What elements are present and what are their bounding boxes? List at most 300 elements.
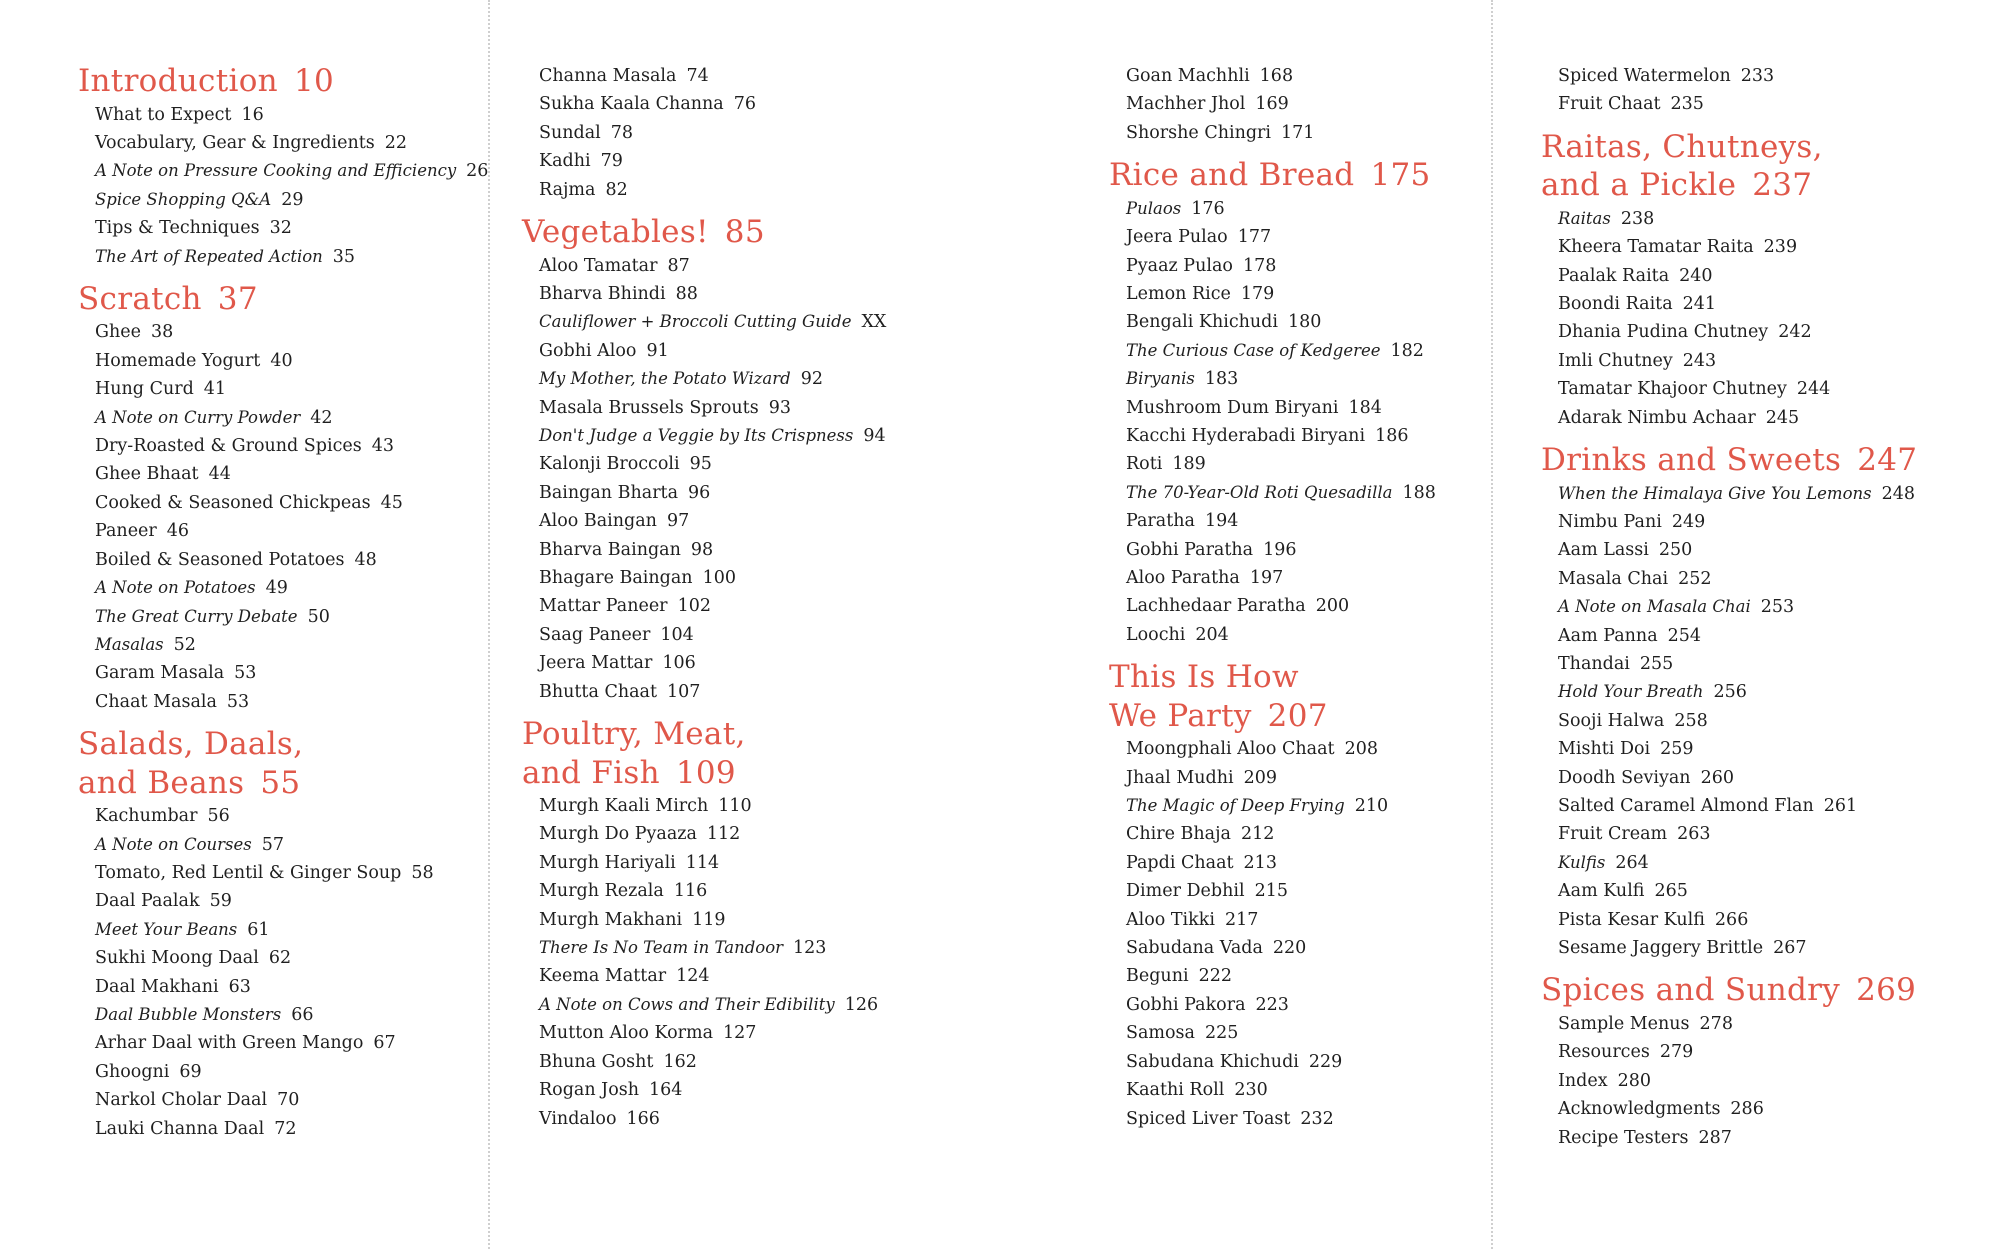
section-heading	[522, 213, 886, 252]
entry-page-number: 119	[692, 909, 726, 930]
section-title: and Fish	[522, 754, 660, 791]
entry-page-number: 267	[1773, 938, 1807, 959]
section-title: Poultry, Meat,	[522, 716, 746, 753]
entry-title: Gobhi Pakora	[1126, 994, 1246, 1015]
entry-page-number: 69	[179, 1061, 202, 1082]
toc-entry	[1126, 394, 1436, 422]
entry-page-number: 87	[667, 255, 690, 276]
entry-title: Papdi Chaat	[1126, 852, 1234, 873]
entry-title: A Note on Cows and Their Edibility	[539, 994, 835, 1014]
toc-entry	[539, 507, 886, 535]
entry-title: Dhania Pudina Chutney	[1558, 322, 1769, 343]
entry-page-number: 253	[1760, 597, 1795, 618]
entry-title: Bengali Khichudi	[1126, 312, 1278, 333]
toc-entry	[1126, 621, 1436, 649]
toc-entry	[95, 1086, 488, 1114]
entry-page-number: 48	[354, 549, 377, 570]
entry-page-number: 56	[207, 806, 230, 827]
toc-entry	[539, 906, 886, 934]
toc-entry	[1126, 735, 1436, 763]
entry-list	[1541, 205, 1917, 432]
section-title: and a Pickle	[1541, 167, 1737, 204]
entry-page-number: 91	[646, 340, 669, 361]
entry-page-number: 50	[307, 606, 330, 627]
entry-title: When the Himalaya Give You Lemons	[1558, 483, 1872, 503]
section-heading-line	[1109, 156, 1436, 195]
toc-entry	[1558, 233, 1917, 261]
toc-section	[78, 271, 488, 716]
section-gap	[78, 716, 488, 725]
entry-title: The Art of Repeated Action	[95, 246, 323, 266]
entry-page-number: 26	[466, 161, 489, 182]
entry-title: A Note on Masala Chai	[1558, 597, 1751, 617]
entry-page-number: 194	[1204, 511, 1239, 532]
toc-entry	[1558, 347, 1917, 375]
entry-title: Murgh Hariyali	[539, 852, 676, 873]
toc-entry	[1126, 906, 1436, 934]
toc-entry	[1558, 820, 1917, 848]
entry-title: Imli Chutney	[1558, 350, 1673, 371]
entry-title: Aloo Paratha	[1126, 568, 1240, 588]
entry-list	[522, 792, 886, 1133]
entry-page-number: 179	[1240, 283, 1275, 304]
entry-title: Masala Chai	[1558, 568, 1669, 589]
entry-page-number: 248	[1881, 483, 1916, 504]
entry-page-number: 124	[676, 966, 710, 987]
entry-title: Bhuna Gosht	[539, 1051, 654, 1072]
entry-page-number: 197	[1249, 568, 1284, 588]
entry-page-number: 225	[1204, 1023, 1239, 1044]
entry-title: Dimer Debhil	[1126, 881, 1245, 902]
entry-page-number: 263	[1677, 824, 1711, 845]
entry-title: Machher Jhol	[1126, 94, 1246, 115]
entry-page-number: 256	[1713, 682, 1747, 703]
section-page-number: 55	[260, 764, 301, 801]
toc-entry	[95, 546, 488, 574]
entry-page-number: 209	[1243, 767, 1277, 788]
toc-entry	[1126, 119, 1436, 147]
entry-title: Mutton Aloo Korma	[539, 1023, 714, 1044]
toc-entry	[1126, 1048, 1436, 1076]
entry-page-number: 223	[1255, 994, 1289, 1015]
toc-entry	[539, 678, 886, 706]
toc-entry	[1126, 507, 1436, 535]
toc-entry	[95, 1058, 488, 1086]
section-heading	[78, 725, 488, 802]
section-heading-line	[1109, 658, 1436, 697]
entry-title: Chire Bhaja	[1126, 824, 1231, 845]
entry-page-number: 261	[1823, 796, 1858, 817]
toc-entry	[1126, 62, 1436, 90]
toc-column-3	[1109, 62, 1436, 1133]
entry-title: Tamatar Khajoor Chutney	[1558, 379, 1787, 400]
entry-page-number: 62	[268, 948, 292, 969]
entry-title: Aam Lassi	[1558, 540, 1649, 561]
entry-page-number: 178	[1242, 255, 1277, 276]
entry-page-number: 182	[1390, 340, 1424, 361]
entry-title: Doodh Seviyan	[1558, 767, 1691, 788]
entry-title: Gobhi Paratha	[1126, 539, 1254, 560]
section-page-number: 269	[1856, 972, 1917, 1009]
toc-entry	[539, 62, 886, 90]
toc-entry	[1558, 849, 1917, 877]
toc-section	[522, 204, 886, 706]
entry-page-number: 106	[662, 653, 696, 674]
toc-entry	[95, 859, 488, 887]
section-title: Introduction	[78, 63, 278, 99]
toc-column-4	[1541, 62, 1917, 1152]
entry-list	[1109, 62, 1436, 147]
entry-page-number: 233	[1740, 66, 1775, 86]
entry-page-number: 61	[247, 919, 270, 940]
entry-title: Kacchi Hyderabadi Biryani	[1126, 425, 1366, 446]
section-heading-line	[522, 754, 886, 793]
toc-entry	[539, 394, 886, 422]
section-heading	[1109, 658, 1436, 735]
toc-entry	[1126, 422, 1436, 450]
section-title: Spices and Sundry	[1541, 972, 1841, 1009]
section-heading-line	[78, 764, 488, 803]
section-title: Rice and Bread	[1109, 157, 1355, 194]
section-title: Raitas, Chutneys,	[1541, 128, 1823, 165]
entry-page-number: 63	[228, 976, 251, 997]
toc-entry	[1126, 1076, 1436, 1104]
toc-section	[1109, 147, 1436, 649]
toc-column-1	[78, 62, 488, 1143]
toc-entry	[1126, 820, 1436, 848]
toc-entry	[539, 252, 886, 280]
entry-title: Tips & Techniques	[95, 218, 260, 239]
entry-page-number: 171	[1281, 122, 1315, 143]
entry-page-number: 76	[733, 94, 757, 115]
entry-page-number: 189	[1172, 454, 1206, 475]
entry-title: Aam Kulfi	[1558, 881, 1645, 902]
entry-page-number: 287	[1698, 1127, 1732, 1148]
entry-list	[78, 101, 488, 271]
toc-entry	[1126, 934, 1436, 962]
entry-page-number: 42	[310, 407, 333, 428]
entry-title: Hung Curd	[95, 379, 194, 400]
entry-page-number: 44	[208, 464, 231, 485]
entry-page-number: 186	[1375, 425, 1409, 446]
section-heading-line	[522, 213, 886, 252]
section-heading-line	[1541, 441, 1917, 480]
toc-entry	[539, 450, 886, 478]
entry-title: Beguni	[1126, 966, 1189, 987]
toc-entry	[95, 944, 488, 972]
entry-page-number: 104	[660, 624, 694, 645]
entry-title: Tomato, Red Lentil & Ginger Soup	[95, 862, 402, 883]
toc-section	[522, 706, 886, 1133]
entry-title: Moongphali Aloo Chaat	[1126, 739, 1335, 760]
entry-page-number: 243	[1682, 350, 1717, 371]
toc-entry	[95, 157, 488, 185]
toc-entry	[539, 621, 886, 649]
entry-title: Rajma	[539, 179, 596, 200]
toc-entry	[95, 186, 488, 214]
toc-entry	[1558, 290, 1917, 318]
entry-page-number: 38	[150, 322, 174, 343]
entry-title: Murgh Rezala	[539, 881, 664, 902]
entry-page-number: 254	[1667, 625, 1702, 646]
toc-entry	[539, 592, 886, 620]
section-heading	[78, 280, 488, 319]
toc-entry	[95, 375, 488, 403]
entry-title: Biryanis	[1126, 369, 1195, 389]
toc-entry	[95, 517, 488, 545]
entry-title: Pyaaz Pulao	[1126, 255, 1233, 276]
entry-title: Cooked & Seasoned Chickpeas	[95, 492, 371, 513]
entry-title: Sesame Jaggery Brittle	[1558, 938, 1764, 959]
entry-page-number: XX	[861, 312, 887, 333]
entry-page-number: 232	[1300, 1108, 1334, 1129]
toc-entry	[1126, 877, 1436, 905]
entry-title: Spice Shopping Q&A	[95, 189, 272, 209]
toc-entry	[95, 916, 488, 944]
entry-page-number: 95	[689, 454, 712, 475]
entry-title: Mishti Doi	[1558, 739, 1651, 760]
toc-entry	[1558, 934, 1917, 962]
entry-page-number: 249	[1671, 511, 1706, 532]
entry-title: Kulfis	[1558, 852, 1606, 872]
entry-page-number: 242	[1778, 322, 1812, 343]
entry-page-number: 217	[1224, 909, 1259, 930]
entry-title: My Mother, the Potato Wizard	[539, 369, 791, 389]
toc-entry	[539, 365, 886, 393]
entry-page-number: 107	[667, 681, 701, 702]
entry-page-number: 169	[1255, 94, 1289, 115]
entry-list	[78, 802, 488, 1143]
entry-title: Aloo Tikki	[1126, 909, 1215, 930]
toc-section	[522, 62, 886, 204]
entry-title: Sukhi Moong Daal	[95, 948, 259, 969]
entry-title: Channa Masala	[539, 66, 677, 86]
entry-page-number: 41	[203, 379, 227, 400]
entry-title: Murgh Kaali Mirch	[539, 796, 709, 817]
entry-title: Arhar Daal with Green Mango	[95, 1033, 364, 1054]
entry-page-number: 258	[1674, 710, 1708, 731]
toc-entry	[95, 489, 488, 517]
toc-section	[78, 716, 488, 1143]
entry-title: Jeera Mattar	[539, 653, 653, 674]
entry-page-number: 66	[291, 1004, 314, 1025]
entry-title: Paneer	[95, 521, 157, 542]
section-title: Drinks and Sweets	[1541, 442, 1842, 479]
toc-entry	[95, 802, 488, 830]
toc-entry	[1126, 592, 1436, 620]
entry-page-number: 177	[1237, 227, 1272, 248]
section-page-number: 247	[1857, 442, 1918, 479]
entry-page-number: 29	[281, 189, 304, 210]
entry-page-number: 238	[1620, 208, 1655, 229]
toc-entry	[539, 176, 886, 204]
toc-entry	[539, 820, 886, 848]
toc-entry	[1558, 1124, 1917, 1152]
toc-entry	[1558, 565, 1917, 593]
toc-entry	[539, 119, 886, 147]
entry-page-number: 204	[1195, 624, 1229, 645]
toc-entry	[1126, 337, 1436, 365]
section-page-number: 175	[1370, 157, 1431, 194]
toc-entry	[1558, 906, 1917, 934]
entry-title: Aloo Tamatar	[539, 255, 658, 276]
toc-section	[1541, 432, 1917, 962]
toc-entry	[539, 564, 886, 592]
entry-page-number: 123	[793, 938, 827, 959]
toc-entry	[1558, 593, 1917, 621]
entry-title: Kachumbar	[95, 806, 198, 827]
entry-title: Keema Mattar	[539, 966, 667, 987]
entry-title: Raitas	[1558, 208, 1611, 228]
section-page-number: 237	[1752, 167, 1813, 204]
section-gap	[522, 204, 886, 213]
toc-entry	[1558, 622, 1917, 650]
entry-page-number: 93	[768, 397, 791, 418]
toc-entry	[95, 129, 488, 157]
entry-page-number: 70	[277, 1090, 300, 1111]
entry-title: Baingan Bharta	[539, 482, 679, 503]
section-heading-line	[1541, 971, 1917, 1010]
toc-entry	[95, 404, 488, 432]
section-heading	[78, 62, 488, 101]
entry-title: A Note on Courses	[95, 834, 252, 854]
entry-page-number: 96	[688, 482, 711, 503]
entry-title: Sabudana Vada	[1126, 938, 1263, 959]
entry-page-number: 40	[270, 350, 293, 371]
toc-entry	[95, 347, 488, 375]
toc-entry	[1558, 62, 1917, 90]
entry-page-number: 98	[690, 539, 714, 560]
entry-title: Jhaal Mudhi	[1126, 767, 1234, 788]
entry-title: Aloo Baingan	[539, 511, 657, 532]
toc-entry	[1126, 252, 1436, 280]
entry-title: Fruit Chaat	[1558, 94, 1661, 115]
toc-entry	[1126, 1019, 1436, 1047]
entry-title: Bhagare Baingan	[539, 568, 693, 588]
toc-entry	[539, 479, 886, 507]
section-page-number: 10	[293, 63, 334, 99]
toc-entry	[95, 214, 488, 242]
entry-list	[1541, 62, 1917, 119]
section-heading	[1109, 156, 1436, 195]
toc-entry	[1126, 792, 1436, 820]
entry-page-number: 244	[1796, 379, 1831, 400]
toc-section	[1109, 649, 1436, 1133]
entry-title: Sukha Kaala Channa	[539, 94, 724, 115]
entry-title: There Is No Team in Tandoor	[539, 938, 784, 958]
entry-page-number: 213	[1243, 852, 1277, 873]
toc-entry	[1126, 280, 1436, 308]
entry-title: Bharva Baingan	[539, 539, 681, 560]
toc-entry	[1126, 536, 1436, 564]
entry-page-number: 260	[1700, 767, 1734, 788]
entry-title: Cauliflower + Broccoli Cutting Guide	[539, 312, 852, 332]
toc-entry	[539, 147, 886, 175]
entry-page-number: 264	[1615, 852, 1649, 873]
entry-title: Paratha	[1126, 511, 1195, 532]
section-heading-line	[1541, 128, 1917, 167]
entry-page-number: 59	[209, 891, 232, 912]
section-gap	[1541, 119, 1917, 128]
toc-entry	[1558, 764, 1917, 792]
entry-title: Homemade Yogurt	[95, 350, 261, 371]
entry-title: Gobhi Aloo	[539, 340, 637, 361]
toc-entry	[539, 337, 886, 365]
toc-entry	[1126, 849, 1436, 877]
entry-page-number: 220	[1272, 938, 1307, 959]
entry-list	[78, 318, 488, 716]
entry-title: Aam Panna	[1558, 625, 1658, 646]
entry-title: Don't Judge a Veggie by Its Crispness	[539, 425, 854, 445]
entry-page-number: 235	[1670, 94, 1704, 115]
section-title: Scratch	[78, 280, 202, 317]
column-divider	[1491, 0, 1493, 1249]
toc-entry	[1558, 1095, 1917, 1123]
entry-page-number: 32	[269, 218, 292, 239]
section-title: We Party	[1109, 697, 1252, 734]
toc-entry	[1126, 564, 1436, 592]
entry-page-number: 72	[274, 1118, 297, 1139]
toc-section	[1541, 962, 1917, 1152]
entry-page-number: 92	[800, 369, 823, 390]
entry-page-number: 53	[234, 663, 257, 684]
entry-page-number: 74	[686, 66, 709, 86]
entry-title: Lauki Channa Daal	[95, 1118, 265, 1139]
toc-entry	[1558, 735, 1917, 763]
entry-title: Meet Your Beans	[95, 919, 238, 939]
entry-page-number: 35	[332, 246, 356, 267]
entry-title: Pista Kesar Kulfi	[1558, 909, 1705, 930]
entry-page-number: 230	[1234, 1080, 1268, 1101]
entry-title: Masalas	[95, 634, 164, 654]
section-gap	[1541, 962, 1917, 971]
toc-entry	[95, 1115, 488, 1143]
entry-title: Narkol Cholar Daal	[95, 1090, 268, 1111]
entry-title: The Magic of Deep Frying	[1126, 796, 1345, 816]
entry-list	[1109, 195, 1436, 650]
toc-entry	[1126, 991, 1436, 1019]
toc-entry	[95, 973, 488, 1001]
entry-title: What to Expect	[95, 104, 232, 125]
toc-entry	[95, 432, 488, 460]
section-heading-line	[78, 725, 488, 764]
toc-entry	[539, 1105, 886, 1133]
section-page-number: 109	[675, 754, 736, 791]
entry-list	[1541, 480, 1917, 963]
section-title: Salads, Daals,	[78, 726, 304, 763]
toc-entry	[95, 243, 488, 271]
entry-title: Daal Paalak	[95, 891, 200, 912]
toc-entry	[539, 792, 886, 820]
entry-page-number: 58	[411, 862, 434, 883]
entry-title: Vindaloo	[539, 1108, 617, 1129]
entry-page-number: 279	[1659, 1042, 1694, 1063]
entry-page-number: 52	[173, 634, 196, 655]
entry-page-number: 229	[1308, 1051, 1343, 1072]
toc-entry	[1126, 195, 1436, 223]
section-heading-line	[78, 62, 488, 101]
entry-title: Vocabulary, Gear & Ingredients	[95, 132, 375, 153]
toc-entry	[95, 887, 488, 915]
toc-entry	[1126, 1105, 1436, 1133]
entry-list	[522, 252, 886, 707]
section-gap	[78, 271, 488, 280]
toc-entry	[539, 422, 886, 450]
toc-entry	[1126, 365, 1436, 393]
entry-page-number: 255	[1639, 654, 1674, 674]
entry-title: Ghee Bhaat	[95, 464, 199, 485]
toc-section	[78, 62, 488, 271]
